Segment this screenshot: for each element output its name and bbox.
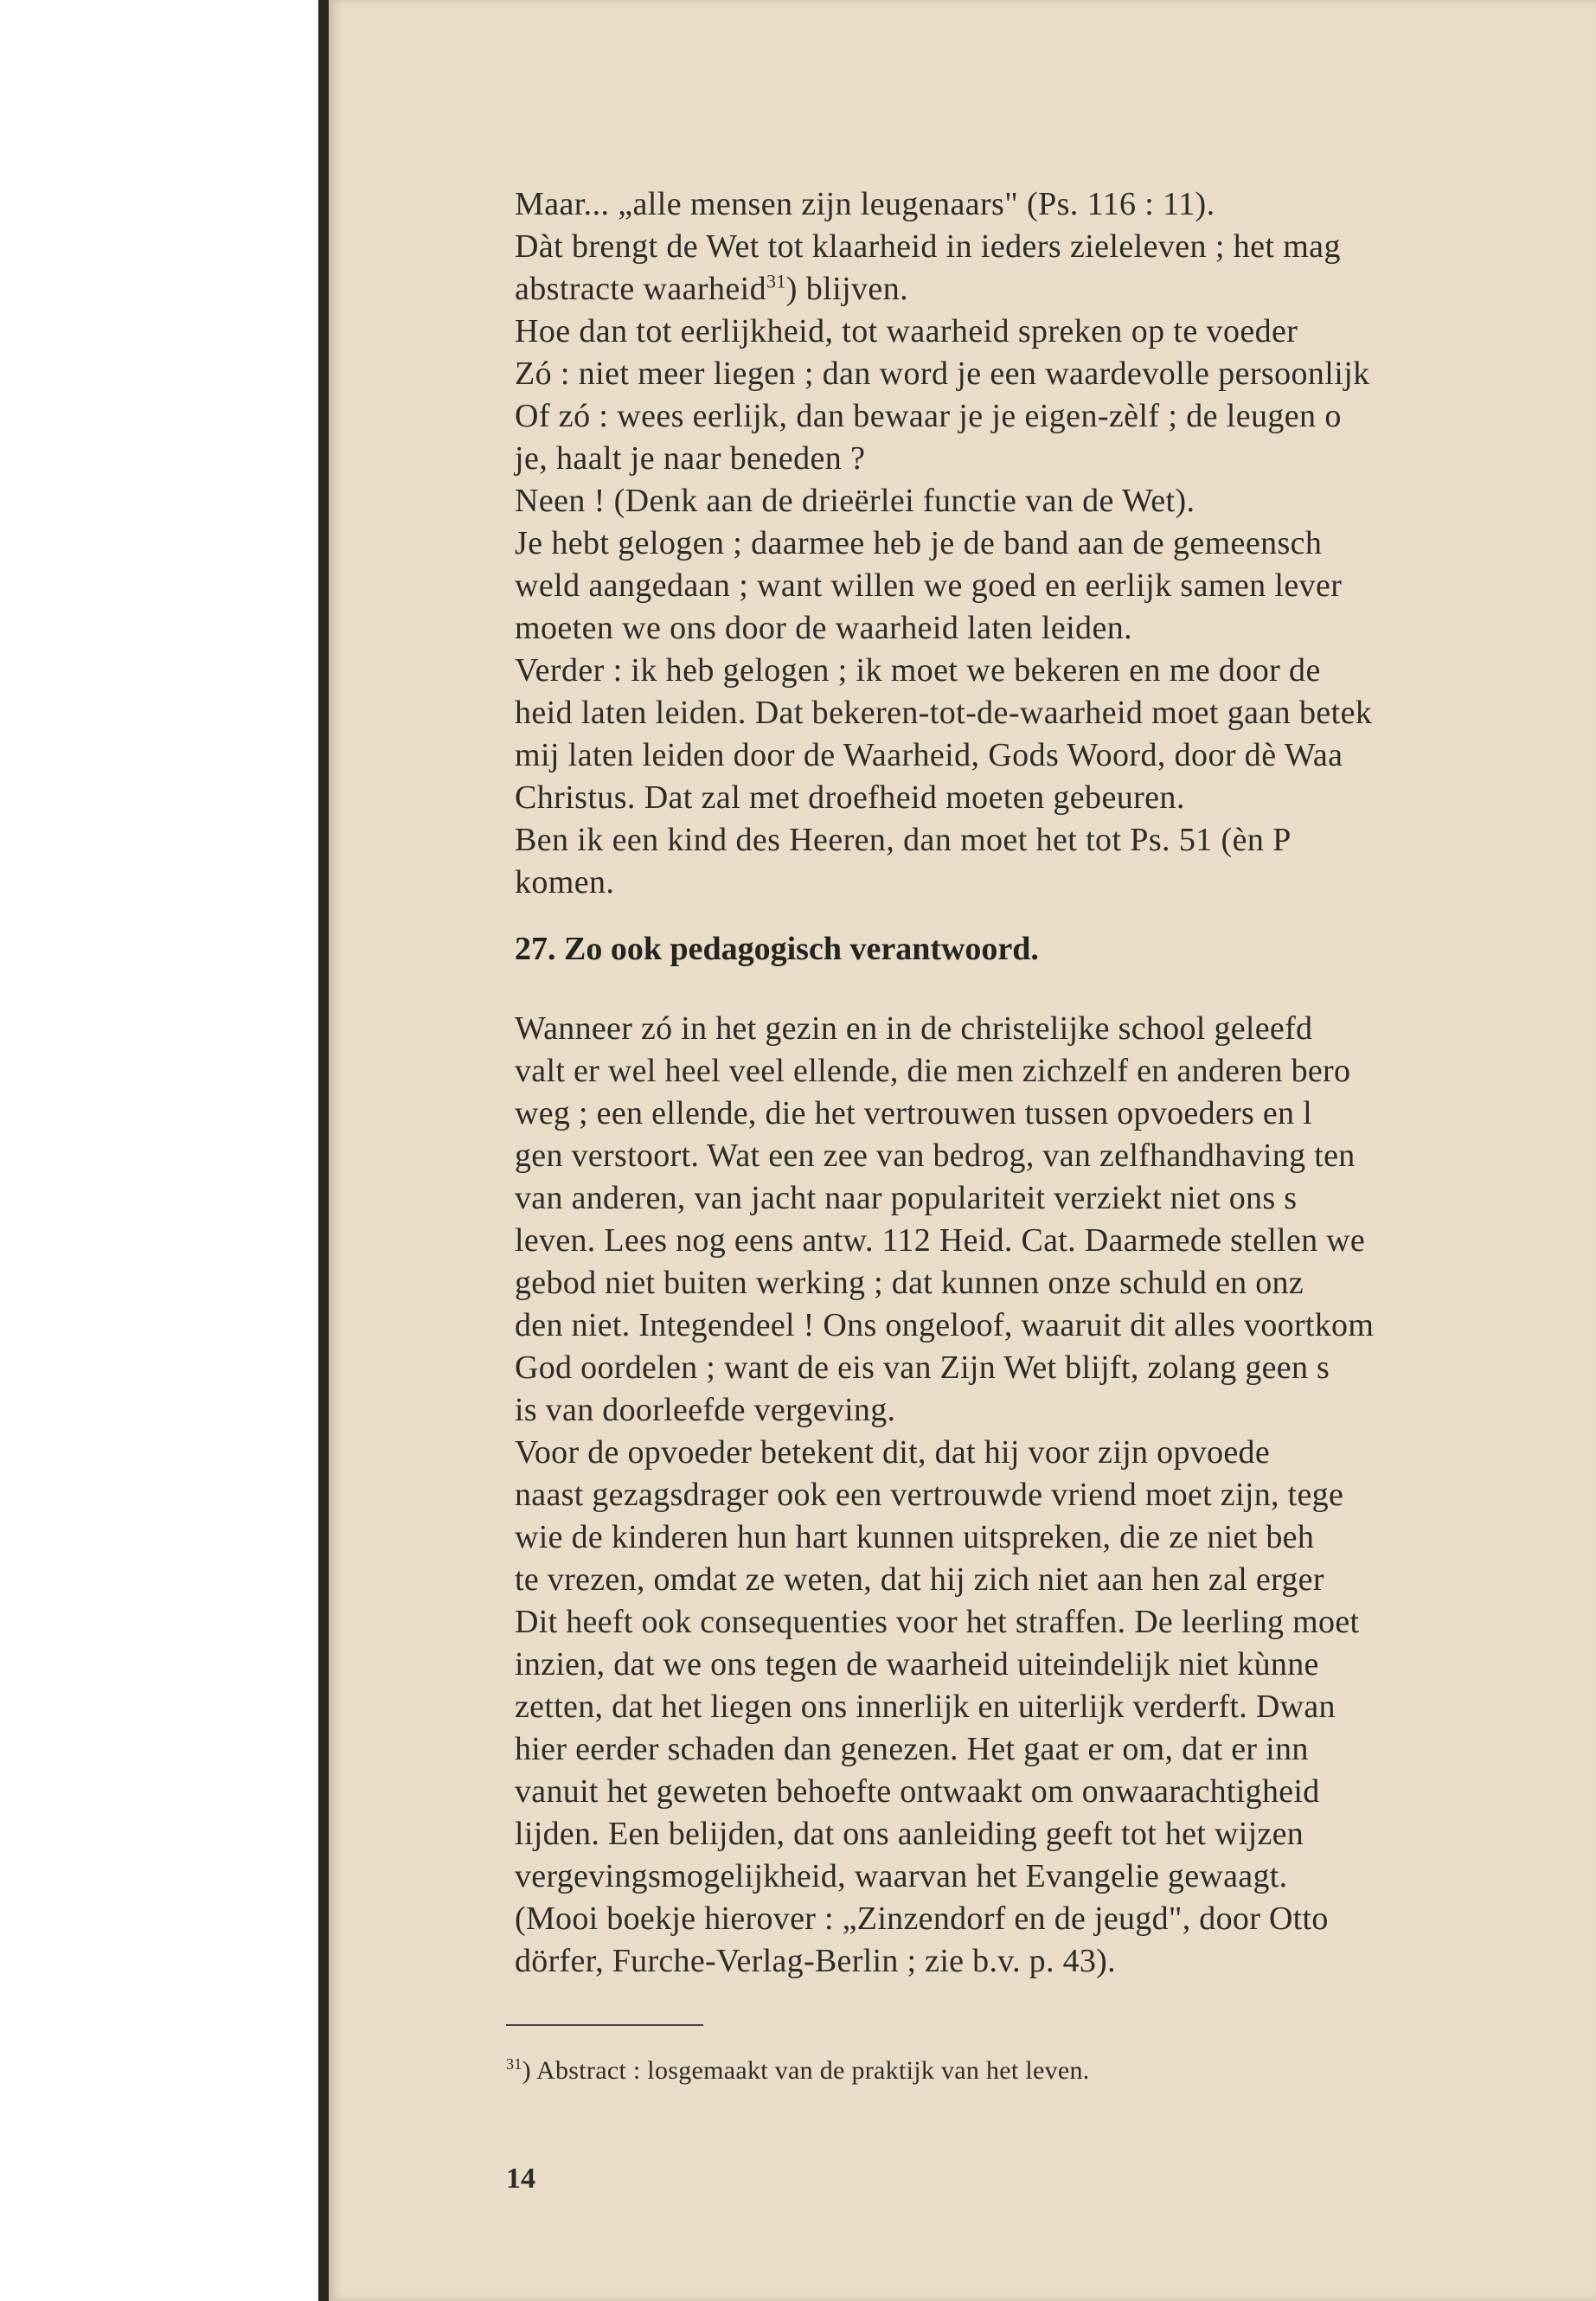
footnote [506,2056,1090,2086]
text-line: van anderen, van jacht naar populariteit verziekt niet ons s [515,1180,1298,1216]
text-line: is van doorleefde vergeving. [515,1392,896,1428]
text-line: Wanneer zó in het gezin en in de christelijke school geleefd [515,1010,1313,1047]
text-line-with-footnote-ref [515,268,1596,311]
text-line: Dit heeft ook consequenties voor het straffen. De leerling moet [515,1604,1360,1640]
text-line: den niet. Integendeel ! Ons ongeloof, waaruit dit alles voortkom [515,1307,1375,1343]
footnote-text: ) Abstract : losgemaakt van de praktijk van het leven. [522,2056,1090,2085]
text-line: Je hebt gelogen ; daarmee heb je de band aan de gemeensch [515,525,1323,561]
text-line: Verder : ik heb gelogen ; ik moet we bekeren en me door de [515,652,1321,689]
text-line: vanuit het geweten behoefte ontwaakt om onwaarachtigheid [515,1773,1320,1810]
text-line: Ben ik een kind des Heeren, dan moet het tot Ps. 51 (èn P [515,822,1292,858]
text-line: Maar... „alle mensen zijn leugenaars" (Ps. 116 : 11). [515,186,1215,222]
paragraph-block-2 [515,1008,1596,1983]
text-line: (Mooi boekje hierover : „Zinzendorf en de jeugd", door Otto [515,1900,1329,1937]
text-line: heid laten leiden. Dat bekeren-tot-de-waarheid moet gaan betek [515,695,1373,731]
footnote-divider [506,2024,703,2026]
text-line-start: abstracte waarheid [515,271,766,307]
text-line: vergevingsmogelijkheid, waarvan het Evangelie gewaagt. [515,1858,1288,1894]
text-line: leven. Lees nog eens antw. 112 Heid. Cat. Daarmede stellen we [515,1222,1366,1259]
text-line: lijden. Een belijden, dat ons aanleiding geeft tot het wijzen [515,1816,1304,1852]
text-line: mij laten leiden door de Waarheid, Gods Woord, door dè Waa [515,737,1343,773]
text-line: wie de kinderen hun hart kunnen uitspreken, die ze niet beh [515,1519,1315,1555]
text-line: Hoe dan tot eerlijkheid, tot waarheid spreken op te voeder [515,313,1298,349]
text-line: weld aangedaan ; want willen we goed en eerlijk samen lever [515,567,1343,604]
page-number: 14 [506,2163,535,2195]
text-line: dörfer, Furche-Verlag-Berlin ; zie b.v. p. 43). [515,1943,1116,1979]
paragraph-block-1 [515,183,1596,904]
text-line: God oordelen ; want de eis van Zijn Wet blijft, zolang geen s [515,1349,1330,1386]
section-heading: 27. Zo ook pedagogisch verantwoord. [515,931,1039,967]
text-line: hier eerder schaden dan genezen. Het gaat er om, dat er inn [515,1731,1309,1767]
footnote-marker: 31 [506,2055,522,2073]
text-line: moeten we ons door de waarheid laten leiden. [515,610,1133,646]
footnote-reference: 31 [766,270,786,292]
text-line: valt er wel heel veel ellende, die men zichzelf en anderen bero [515,1053,1351,1089]
text-line: weg ; een ellende, die het vertrouwen tussen opvoeders en l [515,1095,1312,1131]
text-line: gebod niet buiten werking ; dat kunnen onze schuld en onz [515,1265,1304,1301]
text-line: komen. [515,864,615,901]
text-line: inzien, dat we ons tegen de waarheid uiteindelijk niet kùnne [515,1646,1319,1682]
text-line: Neen ! (Denk aan de drieërlei functie van de Wet). [515,483,1195,519]
text-line-end: ) blijven. [785,271,908,307]
text-line: zetten, dat het liegen ons innerlijk en uiterlijk verderft. Dwan [515,1689,1336,1725]
text-line: naast gezagsdrager ook een vertrouwde vriend moet zijn, tege [515,1477,1344,1513]
text-line: Dàt brengt de Wet tot klaarheid in ieders zieleleven ; het mag [515,228,1341,265]
text-line: Zó : niet meer liegen ; dan word je een waardevolle persoonlijk [515,356,1370,392]
text-line: Voor de opvoeder betekent dit, dat hij voor zijn opvoede [515,1434,1270,1471]
text-line: Of zó : wees eerlijk, dan bewaar je je eigen-zèlf ; de leugen o [515,398,1342,434]
text-line: Christus. Dat zal met droefheid moeten gebeuren. [515,779,1185,816]
text-line: je, haalt je naar beneden ? [515,440,866,477]
text-line: gen verstoort. Wat een zee van bedrog, van zelfhandhaving ten [515,1138,1356,1174]
text-line: te vrezen, omdat ze weten, dat hij zich niet aan hen zal erger [515,1561,1324,1598]
